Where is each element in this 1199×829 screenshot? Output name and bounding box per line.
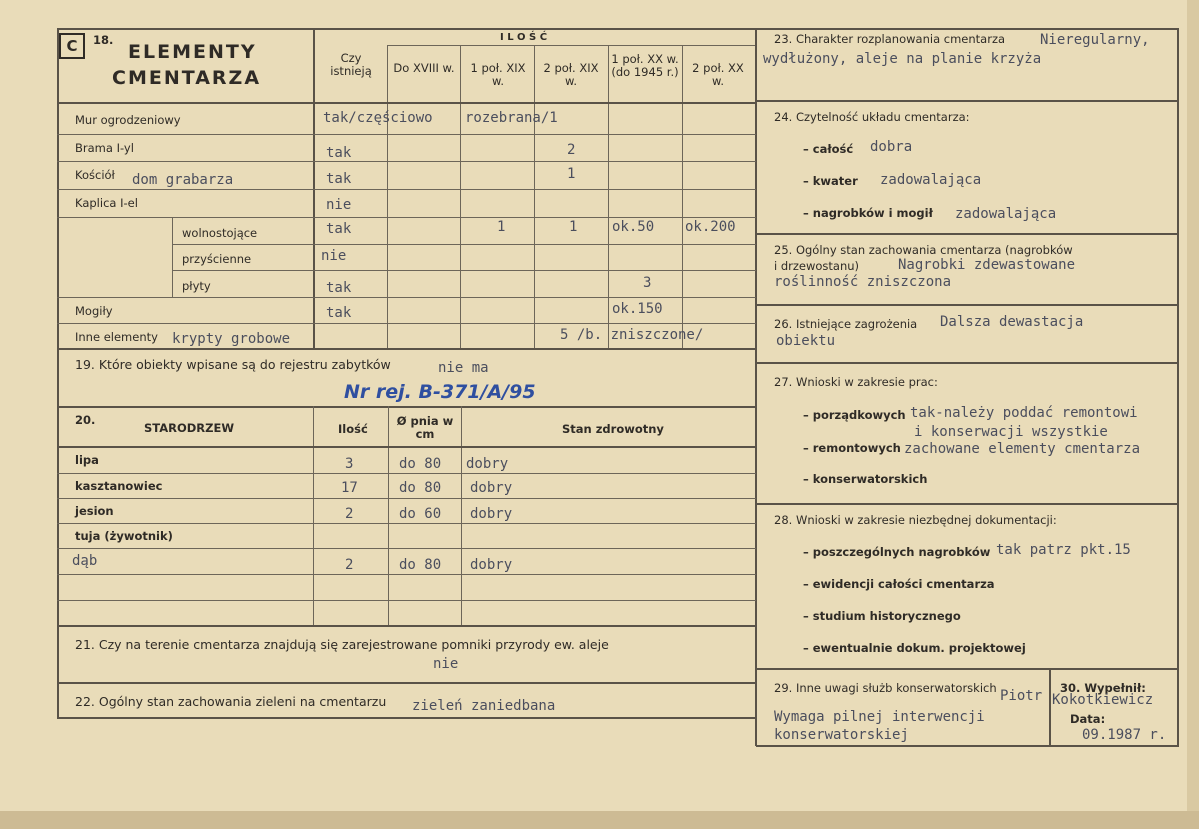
row-label: Kaplica I-el [75,196,138,210]
tree-diam: do 80 [399,480,442,496]
tree-count: 17 [341,480,358,496]
t18-col [172,218,173,297]
tree-name: tuja (żywotnik) [75,529,173,543]
value: tak/częściowo [323,110,433,126]
q22-label: 22. Ogólny stan zachowania zieleni na cmentarzu [75,694,387,709]
value: 2 [567,142,576,158]
frame-bottom-right [756,745,1179,747]
t20-row-line [57,574,756,575]
t20-row-line [57,523,756,524]
tree-diam: do 60 [399,506,442,522]
q25-label-2: i drzewostanu) [774,259,860,273]
t18-header-line [57,102,756,104]
q23-label: 23. Charakter rozplanowania cmentarza [774,32,1006,46]
row-label: wolnostojące [182,226,258,240]
r-line [756,233,1179,235]
value: 1 [569,219,578,235]
t18-ilosc-line [387,45,755,46]
value: rozebrana/1 [465,110,558,126]
q26-answer-2: obiektu [776,333,836,349]
r-line [756,668,1179,670]
t18-row-line [172,244,756,245]
q30-date: 09.1987 r. [1082,727,1167,743]
q19-label: 19. Które obiekty wpisane są do rejestru zabytków [75,357,391,372]
tree-health: dobry [470,480,513,496]
tree-name: jesion [75,504,114,518]
t18-row-line [57,297,756,298]
value: tak [326,145,352,161]
tree-health: dobry [466,456,509,472]
q23-answer-1: Nieregularny, [1040,32,1150,48]
q19-handwritten: Nr rej. B-371/A/95 [344,381,536,403]
q26-answer-1: Dalsza dewastacja [940,314,1084,330]
frame-bottom-left [57,717,756,719]
r-col [1049,668,1051,746]
t20-bottom [57,625,756,627]
q28-c-label: – studium historycznego [803,609,961,623]
ilosc-header: I L O Ś Ć [500,32,548,43]
value: ok.150 [612,301,663,317]
row-label: Mogiły [75,304,113,318]
q23-answer-2: wydłużony, aleje na planie krzyża [763,51,1042,67]
tree-diam: do 80 [399,456,442,472]
q29-answer-1: Wymaga pilnej interwencji [774,709,985,725]
value: 5 /b. zniszczone/ [560,327,704,343]
q29-label: 29. Inne uwagi służb konserwatorskich [774,681,997,695]
middle-divider [755,28,757,746]
q24-graves: zadowalająca [955,206,1057,222]
value: nie [326,197,352,213]
t20-col-count: Ilość [338,422,368,436]
q22-answer: zieleń zaniedbana [412,698,556,714]
t18-row-line [57,217,756,218]
value: ok.200 [685,219,736,235]
paper-edge [1187,0,1199,829]
col-1h20: 1 poł. XX w. (do 1945 r.) [611,52,679,79]
tree-count: 2 [345,506,354,522]
t20-header-line [57,446,756,448]
value: ok.50 [612,219,655,235]
t18-col [387,45,388,348]
q28-d-label: – ewentualnie dokum. projektowej [803,641,1026,655]
q28-label: 28. Wnioski w zakresie niezbędnej dokumentacji: [774,513,1057,527]
section-number: 18. [93,33,114,47]
value: tak [326,171,352,187]
r-line [756,362,1179,364]
value: tak [326,221,352,237]
t18-row-line [57,323,756,324]
q28-a-label: – poszczególnych nagrobków [803,545,991,559]
col-to18: Do XVIII w. [393,61,455,75]
value: krypty grobowe [172,331,291,347]
q21-answer: nie [433,656,459,672]
tree-health: dobry [470,506,513,522]
t18-row-line [57,161,756,162]
value: tak [326,305,352,321]
tree-name: dąb [72,553,98,569]
q21-bottom [57,682,756,684]
t18-col [534,45,535,348]
row-label: Kościół [75,168,115,182]
row-label: Inne elementy [75,330,158,344]
q24-quarters: zadowalająca [880,172,982,188]
q24-quarters-label: – kwater [803,174,858,188]
q27-repair: zachowane elementy cmentarza [904,441,1141,457]
t20-col [461,406,462,625]
t20-col [313,406,314,625]
value: tak [326,280,352,296]
paper-edge-bottom [0,811,1199,829]
tree-count: 2 [345,557,354,573]
q30-date-label: Data: [1070,712,1106,726]
row-label: Mur ogrodzeniowy [75,113,181,127]
col-exists: Czy istnieją [330,51,372,78]
value: nie [321,248,347,264]
tree-name: kasztanowiec [75,479,163,493]
t20-row-line [57,548,756,549]
r-line [756,503,1179,505]
q25-answer-1: Nagrobki zdewastowane [898,257,1076,273]
q24-label: 24. Czytelność układu cmentarza: [774,110,970,124]
col-2h20: 2 poł. XX w. [692,61,744,88]
q24-whole-label: – całość [803,142,854,156]
tree-diam: do 80 [399,557,442,573]
elements-title-2: CMENTARZA [112,67,262,89]
q27-order-label: – porządkowych [803,408,906,422]
col-1h19: 1 poł. XIX w. [470,61,526,88]
q27-repair-label: – remontowych [803,441,901,455]
q28-a: tak patrz pkt.15 [996,542,1131,558]
t18-row-line [172,270,756,271]
q30-label: 30. Wypełnił: [1060,681,1146,695]
q21-label: 21. Czy na terenie cmentarza znajdują się zarejestrowane pomniki przyrody ew. aleje [75,637,609,652]
value: 1 [497,219,506,235]
tree-count: 3 [345,456,354,472]
t20-title: STARODRZEW [144,421,235,435]
q27-line2: i konserwacji wszystkie [914,424,1108,440]
q26-label: 26. Istniejące zagrożenia [774,317,918,331]
t20-col-diam: Ø pnia w cm [396,414,454,441]
t18-col [460,45,461,348]
t20-col [388,406,389,625]
q30-name-2: Kokotkiewicz [1052,692,1154,708]
q29-answer-2: konserwatorskiej [774,727,909,743]
q24-graves-label: – nagrobków i mogił [803,206,933,220]
row-label: Brama I-yl [75,141,134,155]
t20-row-line [57,498,756,499]
q27-order: tak-należy poddać remontowi [910,405,1138,421]
t20-row-line [57,473,756,474]
r-line [756,100,1179,102]
tree-health: dobry [470,557,513,573]
t20-number: 20. [75,413,96,427]
q25-label-1: 25. Ogólny stan zachowania cmentarza (nagrobków [774,243,1073,257]
q27-label: 27. Wnioski w zakresie prac: [774,375,938,389]
col-2h19: 2 poł. XIX w. [543,61,599,88]
elements-title-1: ELEMENTY [128,41,257,63]
t18-row-line [57,189,756,190]
value: dom grabarza [132,172,234,188]
t18-bottom [57,348,756,350]
row-label: płyty [182,279,211,293]
t18-col [608,45,609,348]
section-letter-box: C [59,33,85,59]
q27-conserv-label: – konserwatorskich [803,472,928,486]
q19-bottom [57,406,756,408]
r-line [756,304,1179,306]
frame-left [57,28,59,718]
q19-answer: nie ma [438,360,489,376]
tree-name: lipa [75,453,99,467]
t20-col-health: Stan zdrowotny [562,422,664,436]
frame-top [57,28,1179,30]
frame-right [1177,28,1179,746]
value: 3 [643,275,652,291]
q28-b-label: – ewidencji całości cmentarza [803,577,995,591]
t20-row-line [57,600,756,601]
q30-name-1: Piotr [1000,688,1043,704]
t18-col [682,45,683,348]
row-label: przyścienne [182,252,252,266]
value: 1 [567,166,576,182]
t18-row-line [57,134,756,135]
q24-whole: dobra [870,139,913,155]
t18-col [313,28,315,348]
q25-answer-2: roślinność zniszczona [774,274,952,290]
